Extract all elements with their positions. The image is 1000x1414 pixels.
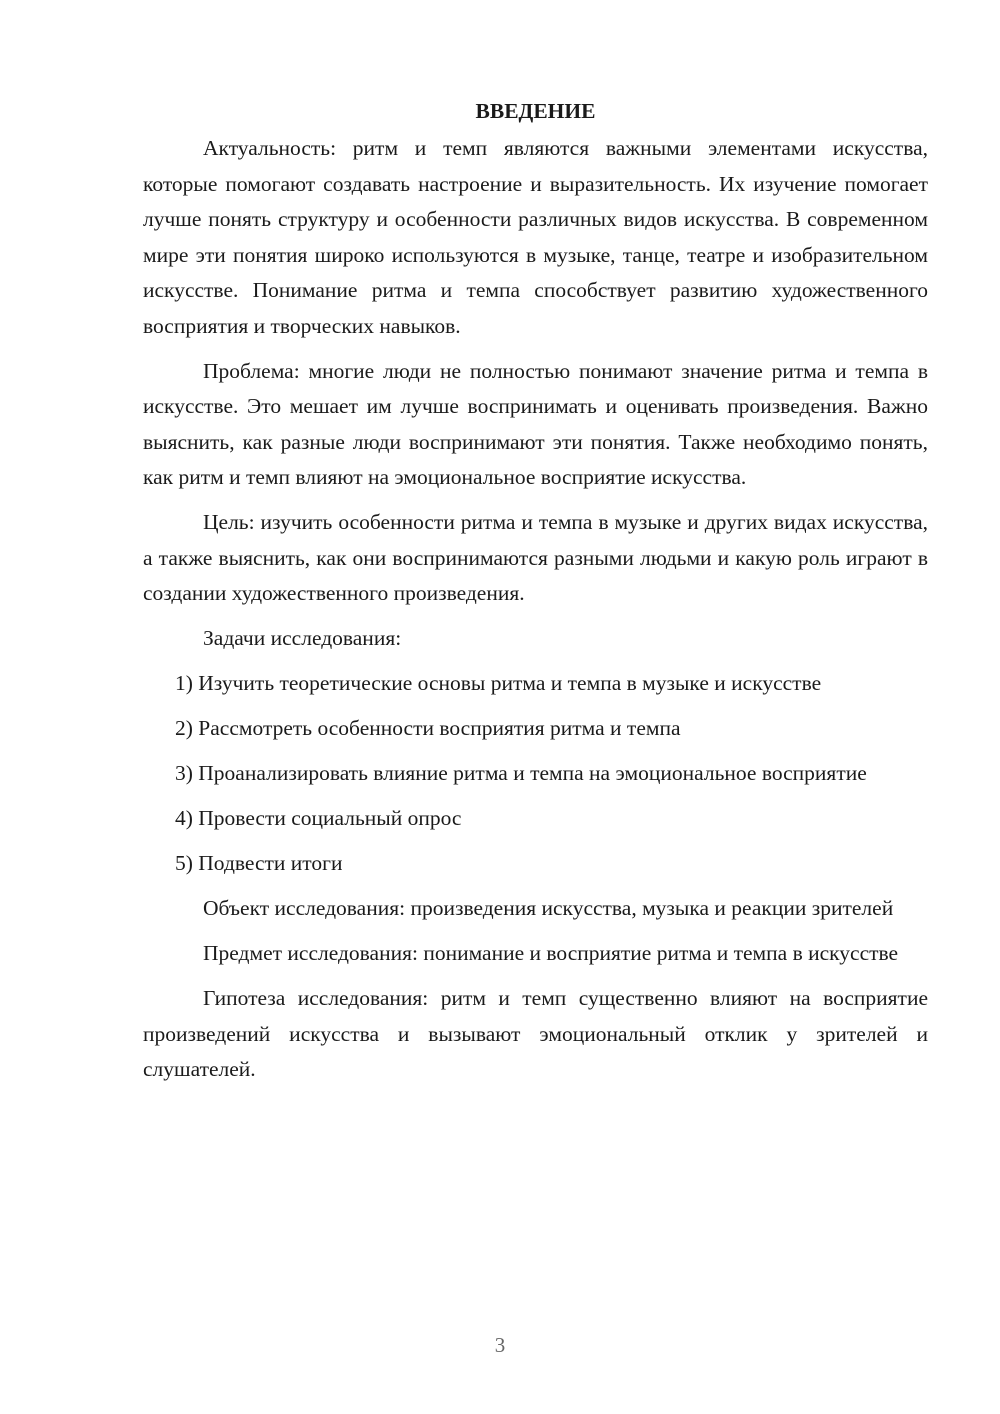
paragraph-hypothesis: Гипотеза исследования: ритм и темп существенно влияют на восприятие произведений искусства и вызывают эмоциональный отклик у зрителей и слушателей. — [143, 986, 928, 1081]
page-number: 3 — [494, 1333, 506, 1357]
paragraph-subject: Предмет исследования: понимание и восприятие ритма и темпа в искусстве — [203, 941, 899, 965]
paragraph-problem: Проблема: многие люди не полностью понимают значение ритма и темпа в искусстве. Это мешает им лучше воспринимать и оценивать произведения. Важно выяснить, как разные люди воспринимают эти понятия. Также необходимо понять, как ритм и темп влияют на эмоциональное восприятие искусства. — [143, 358, 928, 489]
tasks-list — [143, 666, 928, 882]
list-item: 5) Подвести итоги — [175, 851, 343, 875]
list-item: 1) Изучить теоретические основы ритма и темпа в музыке и искусстве — [175, 671, 822, 695]
list-item: 3) Проанализировать влияние ритма и темпа на эмоциональное восприятие — [175, 761, 867, 785]
paragraph-object: Объект исследования: произведения искусства, музыка и реакции зрителей — [203, 896, 894, 920]
list-item: 4) Провести социальный опрос — [175, 806, 462, 830]
tasks-heading: Задачи исследования: — [203, 626, 402, 650]
document-page — [143, 93, 928, 1088]
section-heading: ВВЕДЕНИЕ — [475, 99, 596, 123]
paragraph-goal: Цель: изучить особенности ритма и темпа в музыке и других видах искусства, а также выяснить, как они воспринимаются разными людьми и какую роль играют в создании художественного произведения. — [143, 510, 928, 605]
list-item: 2) Рассмотреть особенности восприятия ритма и темпа — [175, 716, 681, 740]
paragraph-relevance: Актуальность: ритм и темп являются важными элементами искусства, которые помогают создавать настроение и выразительность. Их изучение помогает лучше понять структуру и особенности различных видов искусства. В современном мире эти понятия широко используются в музыке, танце, театре и изобразительном искусстве. Понимание ритма и темпа способствует развитию художественного восприятия и творческих навыков. — [143, 136, 928, 338]
